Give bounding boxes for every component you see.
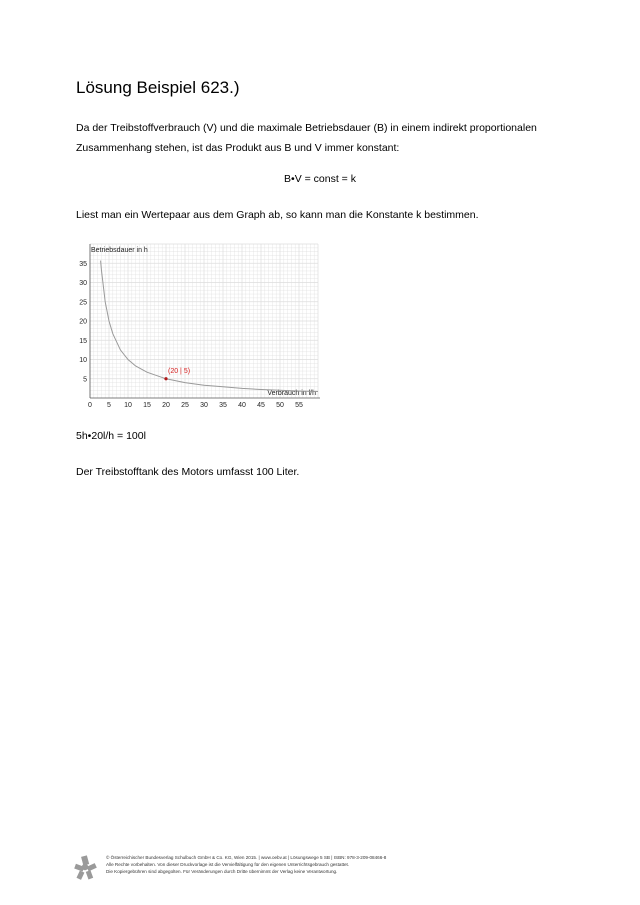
y-tick-label: 10 <box>79 357 87 364</box>
calculation-line: 5h•20l/h = 100l <box>76 430 146 442</box>
y-tick-label: 25 <box>79 299 87 307</box>
x-tick-label: 15 <box>143 402 151 409</box>
conclusion-line: Der Treibstofftank des Motors umfasst 100 Liter. <box>76 466 300 478</box>
y-tick-label: 5 <box>83 376 87 384</box>
x-tick-label: 45 <box>257 402 265 409</box>
intro-paragraph: Da der Treibstoffverbrauch (V) und die maximale Betriebsdauer (B) in einem indirekt proportionalen Zusammenhang stehen, ist das Produkt aus B und V immer konstant: <box>76 122 537 154</box>
x-tick-label: 25 <box>181 402 189 409</box>
highlight-point <box>164 377 167 380</box>
y-axis-label: Betriebsdauer in h <box>91 247 148 254</box>
x-tick-label: 5 <box>107 402 111 409</box>
page-title: Lösung Beispiel 623.) <box>76 78 240 97</box>
x-tick-label: 50 <box>276 402 284 409</box>
x-tick-label: 10 <box>124 402 132 409</box>
y-tick-label: 15 <box>79 337 87 345</box>
hyperbola-chart <box>72 238 332 410</box>
formula: B•V = const = k <box>284 173 356 185</box>
x-tick-label: 30 <box>200 402 208 409</box>
highlight-point-label: (20 | 5) <box>168 367 191 375</box>
y-tick-label: 20 <box>79 318 87 326</box>
y-tick-label: 35 <box>79 260 87 268</box>
x-axis-label: Verbrauch in l/h <box>267 390 316 397</box>
x-tick-label: 20 <box>162 402 170 409</box>
publisher-logo-icon <box>72 854 98 880</box>
y-tick-label: 30 <box>79 280 87 287</box>
x-tick-label: 55 <box>295 402 303 409</box>
x-tick-label: 40 <box>238 402 246 409</box>
footer-rights: Alle Rechte vorbehalten. Von dieser Druckvorlage ist die Vervielfältigung für den eigenen Unterrichtsgebrauch gestattet. <box>106 862 350 867</box>
footer-copyright: © Österreichischer Bundesverlag Schulbuch GmbH & Co. KG, Wien 2015. | www.oebv.at | Lösungswege 5 SB | ISBN: 978-3-209-08466-8 <box>106 855 387 860</box>
method-paragraph: Liest man ein Wertepaar aus dem Graph ab, so kann man die Konstante k bestimmen. <box>76 209 479 221</box>
x-tick-label: 0 <box>88 402 92 409</box>
hyperbola-curve <box>101 261 318 392</box>
x-tick-label: 35 <box>219 402 227 409</box>
footer-disclaimer: Die Kopiergebühren sind abgegolten. Für Veränderungen durch Dritte übernimmt der Verlag keine Verantwortung. <box>106 869 338 874</box>
